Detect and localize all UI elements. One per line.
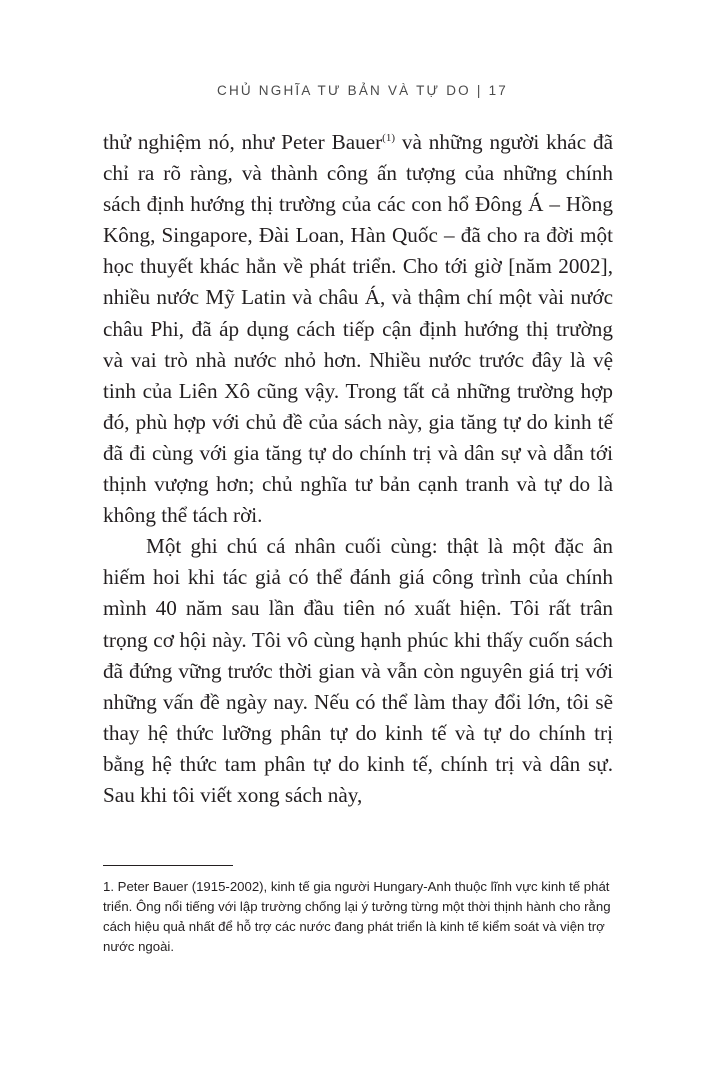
- footnote: 1. Peter Bauer (1915-2002), kinh tế gia người Hungary-Anh thuộc lĩnh vực kinh tế phát triển. Ông nổi tiếng với lập trường chống lại ý tưởng từng một thời thịnh hành cho rằng cách hiệu quả nhất để hỗ trợ các nước đang phát triển là kinh tế kiểm soát và viện trợ nước ngoài.: [103, 879, 611, 954]
- paragraph-1: [103, 127, 613, 531]
- running-title: CHỦ NGHĨA TƯ BẢN VÀ TỰ DO: [217, 83, 471, 98]
- paragraph-1-rest: và những người khác đã chỉ ra rõ ràng, và thành công ấn tượng của những chính sách định hướng thị trường của các con hổ Đông Á – Hồng Kông, Singapore, Đài Loan, Hàn Quốc – đã cho ra đời một học thuyết khác hẳn về phát triển. Cho tới giờ [năm 2002], nhiều nước Mỹ Latin và châu Á, và thậm chí một vài nước châu Phi, đã áp dụng cách tiếp cận định hướng thị trường và vai trò nhà nước nhỏ hơn. Nhiều nước trước đây là vệ tinh của Liên Xô cũng vậy. Trong tất cả những trường hợp đó, phù hợp với chủ đề của sách này, gia tăng tự do kinh tế đã đi cùng với gia tăng tự do chính trị và dân sự và dẫn tới thịnh vượng hơn; chủ nghĩa tư bản cạnh tranh và tự do là không thể tách rời.: [103, 130, 613, 528]
- footnote-reference[interactable]: (1): [382, 132, 395, 144]
- paragraph-1-start: thử nghiệm nó, như Peter Bauer: [103, 130, 383, 154]
- header-separator: |: [476, 83, 483, 98]
- page-number: 17: [488, 83, 508, 98]
- running-head: [0, 83, 725, 98]
- paragraph-2: Một ghi chú cá nhân cuối cùng: thật là một đặc ân hiếm hoi khi tác giả có thể đánh giá công trình của chính mình 40 năm sau lần đầu tiên nó xuất hiện. Tôi rất trân trọng cơ hội này. Tôi vô cùng hạnh phúc khi thấy cuốn sách đã đứng vững trước thời gian và vẫn còn nguyên giá trị với những vấn đề ngày nay. Nếu có thể làm thay đổi lớn, tôi sẽ thay hệ thức lưỡng phân tự do kinh tế và tự do chính trị bằng hệ thức tam phân tự do kinh tế, chính trị và dân sự. Sau khi tôi viết xong sách này,: [103, 534, 613, 807]
- body-text: [103, 127, 613, 811]
- footnote-divider: [103, 865, 233, 866]
